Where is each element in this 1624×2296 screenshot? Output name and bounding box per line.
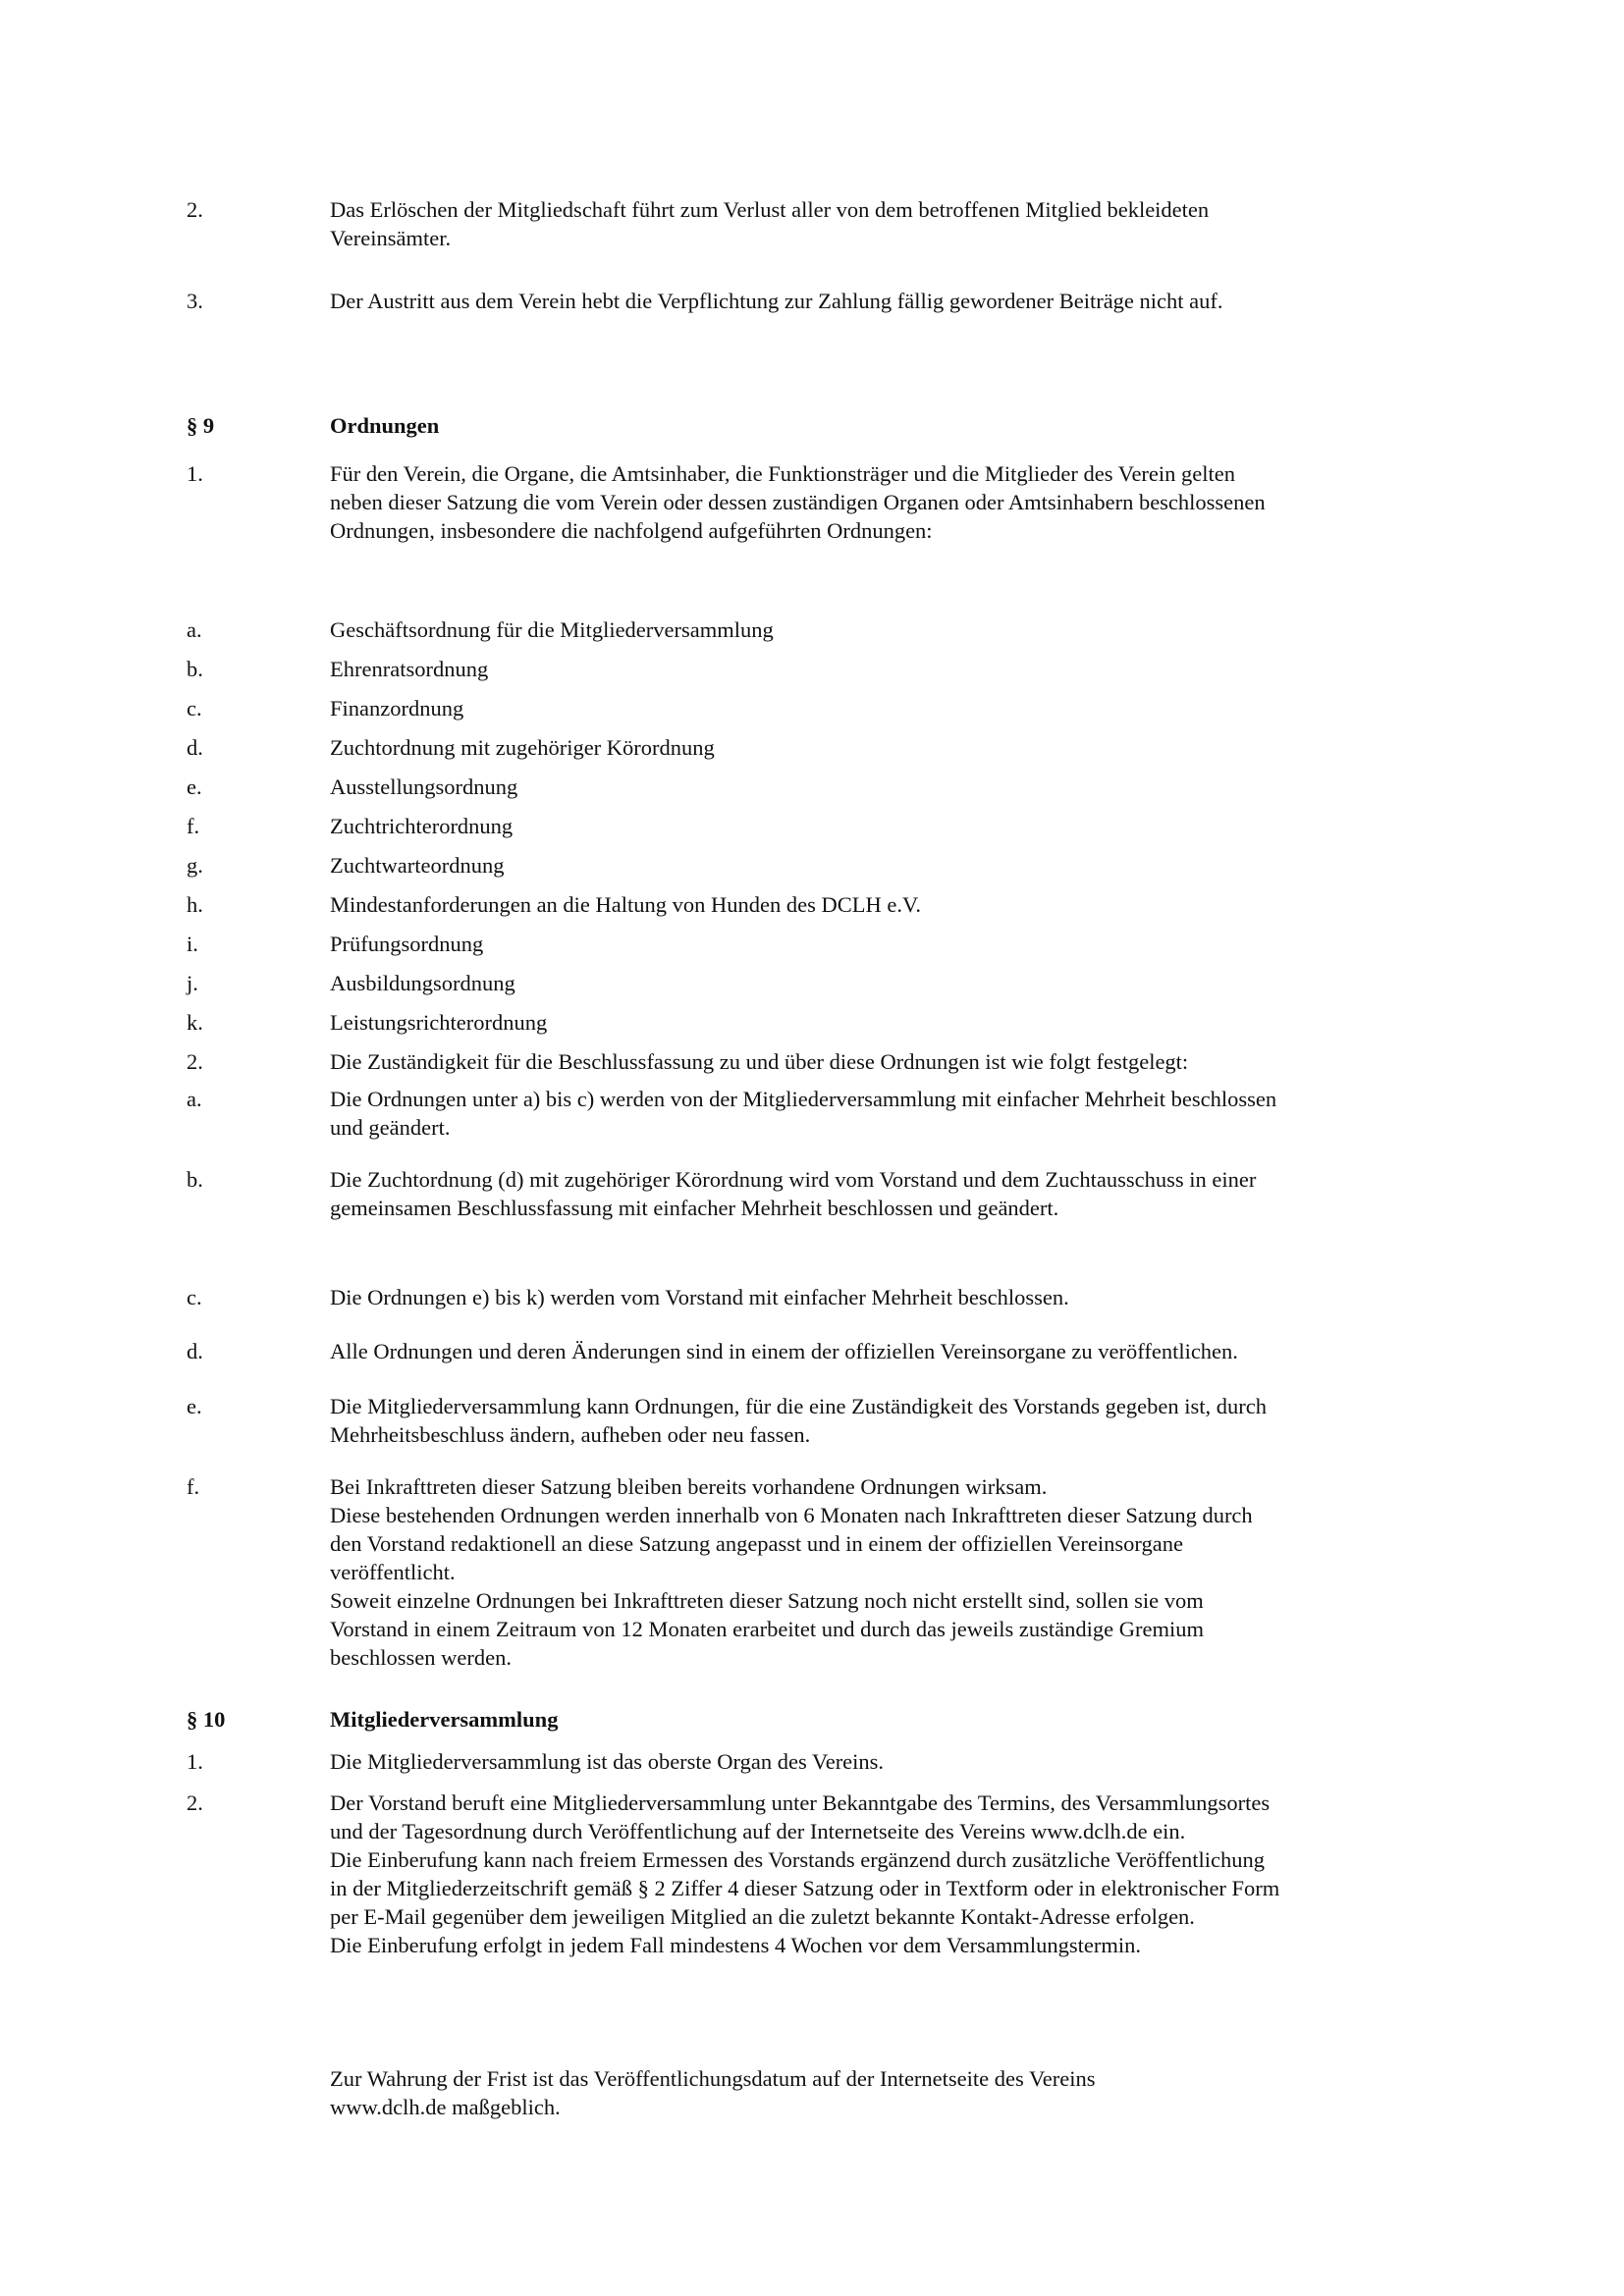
text-line: gemeinsamen Beschlussfassung mit einfacher Mehrheit beschlossen und geändert. [330, 1196, 1059, 1220]
item-letter: j. [187, 971, 198, 995]
text-line: Leistungsrichterordnung [330, 1010, 548, 1035]
text-line: Zuchtordnung mit zugehöriger Körordnung [330, 735, 715, 760]
section-title [330, 411, 1430, 440]
item-number: 1. [187, 461, 203, 486]
text-line: Für den Verein, die Organe, die Amtsinhaber, die Funktionsträger und die Mitglieder des Verein gelten [330, 461, 1236, 486]
text-line: Die Einberufung kann nach freiem Ermessen des Vorstands ergänzend durch zusätzliche Veröffentlichung [330, 1847, 1265, 1872]
text-line: neben dieser Satzung die vom Verein oder dessen zuständigen Organen oder Amtsinhabern beschlossenen [330, 490, 1266, 514]
text-line: Der Vorstand beruft eine Mitgliederversammlung unter Bekanntgabe des Termins, des Versammlungsortes [330, 1790, 1271, 1815]
item-letter: f. [187, 1474, 200, 1499]
item-letter: c. [187, 1285, 202, 1309]
item-number: 2. [187, 1790, 203, 1815]
text-line: Mitgliederversammlung [330, 1707, 559, 1732]
text-line: Ausstellungsordnung [330, 774, 518, 799]
text-line: Die Einberufung erfolgt in jedem Fall mindestens 4 Wochen vor dem Versammlungstermin. [330, 1933, 1141, 1957]
text-line: und geändert. [330, 1115, 451, 1140]
item-text [330, 969, 1430, 997]
item-text [330, 1472, 1430, 1672]
text-line: Alle Ordnungen und deren Änderungen sind in einem der offiziellen Vereinsorgane zu veröffentlichen. [330, 1339, 1238, 1363]
text-line: Der Austritt aus dem Verein hebt die Verpflichtung zur Zahlung fällig gewordener Beiträge nicht auf. [330, 289, 1223, 313]
text-line: Die Zuchtordnung (d) mit zugehöriger Körordnung wird vom Vorstand und dem Zuchtausschuss in einer [330, 1167, 1257, 1192]
item-text [330, 1283, 1430, 1311]
text-line: Ordnungen [330, 413, 440, 438]
section-number: § 10 [187, 1707, 226, 1732]
text-line: Ordnungen, insbesondere die nachfolgend aufgeführten Ordnungen: [330, 518, 933, 543]
text-line: Zuchtwarteordnung [330, 853, 505, 878]
item-text [330, 694, 1430, 722]
section-number: § 9 [187, 413, 215, 438]
section-title [330, 1705, 1430, 1734]
item-number: 3. [187, 289, 203, 313]
item-text [330, 851, 1430, 880]
text-line: in der Mitgliederzeitschrift gemäß § 2 Ziffer 4 dieser Satzung oder in Textform oder in elektronischer Form [330, 1876, 1280, 1900]
item-text [330, 773, 1430, 801]
text-line: Finanzordnung [330, 696, 464, 721]
item-letter: c. [187, 696, 202, 721]
text-line: Zuchtrichterordnung [330, 814, 514, 838]
text-line: Die Ordnungen unter a) bis c) werden von der Mitgliederversammlung mit einfacher Mehrheit beschlossen [330, 1087, 1277, 1111]
text-line: Die Mitgliederversammlung ist das oberste Organ des Vereins. [330, 1749, 885, 1774]
text-line: Ehrenratsordnung [330, 657, 489, 681]
item-text [330, 1047, 1430, 1076]
item-number: 2. [187, 197, 203, 222]
item-letter: b. [187, 1167, 203, 1192]
text-line: Die Ordnungen e) bis k) werden vom Vorstand mit einfacher Mehrheit beschlossen. [330, 1285, 1069, 1309]
text-line: Vereinsämter. [330, 226, 452, 250]
text-line: Geschäftsordnung für die Mitgliederversammlung [330, 617, 774, 642]
item-letter: d. [187, 1339, 203, 1363]
item-text [330, 1747, 1430, 1776]
item-letter: b. [187, 657, 203, 681]
item-letter: f. [187, 814, 200, 838]
item-text [330, 1337, 1430, 1365]
text-line: Mehrheitsbeschluss ändern, aufheben oder neu fassen. [330, 1422, 811, 1447]
item-letter: d. [187, 735, 203, 760]
item-text [330, 1085, 1430, 1142]
item-text [330, 1392, 1430, 1449]
item-text [330, 812, 1430, 840]
item-letter: a. [187, 1087, 202, 1111]
item-letter: e. [187, 774, 202, 799]
item-letter: i. [187, 932, 198, 956]
text-line: den Vorstand redaktionell an diese Satzung angepasst und in einem der offiziellen Vereinsorgane [330, 1531, 1183, 1556]
item-letter: k. [187, 1010, 203, 1035]
text-line: Zur Wahrung der Frist ist das Veröffentlichungsdatum auf der Internetseite des Vereins [330, 2066, 1096, 2091]
text-line: Vorstand in einem Zeitraum von 12 Monaten erarbeitet und durch das jeweils zuständige Gremium [330, 1617, 1204, 1641]
item-text [330, 287, 1430, 315]
text-line: Das Erlöschen der Mitgliedschaft führt zum Verlust aller von dem betroffenen Mitglied bekleideten [330, 197, 1210, 222]
item-text [330, 195, 1430, 252]
item-text [330, 459, 1430, 545]
text-line: per E-Mail gegenüber dem jeweiligen Mitglied an die zuletzt bekannte Kontakt-Adresse erfolgen. [330, 1904, 1195, 1929]
text-line: Prüfungsordnung [330, 932, 484, 956]
item-letter: g. [187, 853, 203, 878]
item-letter: h. [187, 892, 203, 917]
item-letter: e. [187, 1394, 202, 1418]
item-text [330, 733, 1430, 762]
text-line: Diese bestehenden Ordnungen werden innerhalb von 6 Monaten nach Inkrafttreten dieser Satzung durch [330, 1503, 1253, 1527]
item-number: 2. [187, 1049, 203, 1074]
item-text [330, 890, 1430, 919]
item-text [330, 930, 1430, 958]
item-number: 1. [187, 1749, 203, 1774]
item-text [330, 1008, 1430, 1037]
text-line: und der Tagesordnung durch Veröffentlichung auf der Internetseite des Vereins www.dclh.de ein. [330, 1819, 1186, 1843]
text-line: Bei Inkrafttreten dieser Satzung bleiben bereits vorhandene Ordnungen wirksam. [330, 1474, 1048, 1499]
item-text [330, 1789, 1430, 1959]
text-line: Mindestanforderungen an die Haltung von Hunden des DCLH e.V. [330, 892, 921, 917]
text-line: www.dclh.de maßgeblich. [330, 2095, 561, 2119]
text-line: Die Zuständigkeit für die Beschlussfassung zu und über diese Ordnungen ist wie folgt festgelegt: [330, 1049, 1189, 1074]
text-line: Ausbildungsordnung [330, 971, 515, 995]
text-line: veröffentlicht. [330, 1560, 456, 1584]
text-line: beschlossen werden. [330, 1645, 512, 1670]
item-letter: a. [187, 617, 202, 642]
item-text [330, 2064, 1430, 2121]
item-text [330, 615, 1430, 644]
text-line: Die Mitgliederversammlung kann Ordnungen, für die eine Zuständigkeit des Vorstands gegeben ist, durch [330, 1394, 1267, 1418]
text-line: Soweit einzelne Ordnungen bei Inkrafttreten dieser Satzung noch nicht erstellt sind, sollen sie vom [330, 1588, 1204, 1613]
item-text [330, 655, 1430, 683]
item-text [330, 1165, 1430, 1222]
